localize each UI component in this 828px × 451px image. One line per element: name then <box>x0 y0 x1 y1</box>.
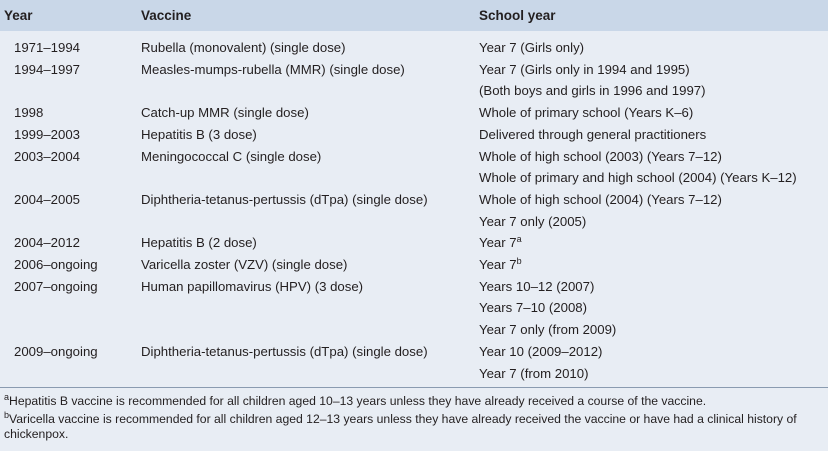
row-9-vaccine-text: Diphtheria-tetanus-pertussis (dTpa) (single dose) <box>141 343 428 359</box>
row-3-vaccine <box>141 127 257 143</box>
row-8-year-text: 2007–ongoing <box>14 278 98 294</box>
row-9-school-0 <box>479 344 602 360</box>
row-9-year <box>14 344 98 360</box>
footnote-a <box>4 394 824 409</box>
row-2-year-text: 1998 <box>14 105 44 121</box>
row-8-school-1 <box>479 300 587 316</box>
row-1-vaccine-text: Measles-mumps-rubella (MMR) (single dose) <box>141 61 405 77</box>
row-1-school-0 <box>479 62 690 78</box>
row-4-school-0 <box>479 149 722 165</box>
row-6-footnote-mark: a <box>516 234 522 245</box>
row-3-school-0 <box>479 127 706 143</box>
footnote-b-mark: b <box>4 410 10 420</box>
row-4-vaccine-text: Meningococcal C (single dose) <box>141 148 322 164</box>
row-2-school-0 <box>479 105 693 121</box>
row-9-school-1-text: Year 7 (from 2010) <box>479 365 589 381</box>
row-6-year <box>14 235 80 251</box>
footnote-b-text: Varicella vaccine is recommended for all children aged 12–13 years unless they have already received the vaccine or have had a clinical history of chickenpox. <box>4 412 797 441</box>
row-0-vaccine-text: Rubella (monovalent) (single dose) <box>141 40 346 55</box>
row-7-footnote-mark: b <box>516 256 522 266</box>
row-4-school-1 <box>479 170 797 186</box>
row-5-year <box>14 192 80 208</box>
row-7-school-0-text: Year 7 <box>479 257 517 272</box>
footnote-a-mark: a <box>4 392 10 402</box>
footnote-divider <box>0 387 828 388</box>
row-5-vaccine <box>141 192 428 208</box>
row-8-vaccine <box>141 279 363 295</box>
row-1-year-text: 1994–1997 <box>14 61 81 77</box>
row-5-school-1-text: Year 7 only (2005) <box>479 213 587 229</box>
row-1-school-1-text: (Both boys and girls in 1996 and 1997) <box>479 83 706 99</box>
row-0-vaccine <box>141 40 346 56</box>
row-9-year-text: 2009–ongoing <box>14 343 98 359</box>
row-3-school-0-text: Delivered through general practitioners <box>479 126 707 142</box>
row-3-year <box>14 127 80 143</box>
row-0-school-0-text: Year 7 (Girls only) <box>479 40 585 55</box>
row-3-vaccine-text: Hepatitis B (3 dose) <box>141 126 257 142</box>
row-4-vaccine <box>141 149 321 165</box>
row-5-vaccine-text: Diphtheria-tetanus-pertussis (dTpa) (single dose) <box>141 191 428 207</box>
row-1-vaccine <box>141 62 405 78</box>
row-8-school-2 <box>479 322 616 338</box>
row-8-school-2-text: Year 7 only (from 2009) <box>479 322 617 338</box>
row-2-vaccine <box>141 105 309 121</box>
row-7-school-0 <box>479 257 522 273</box>
row-1-school-1 <box>479 83 706 99</box>
row-7-year-text: 2006–ongoing <box>14 257 98 272</box>
header-vaccine: Vaccine <box>141 8 192 23</box>
row-5-year-text: 2004–2005 <box>14 191 81 207</box>
row-9-vaccine <box>141 344 428 360</box>
row-2-year <box>14 105 43 121</box>
row-6-school-0-text: Year 7 <box>479 235 517 251</box>
row-4-year-text: 2003–2004 <box>14 148 81 164</box>
row-6-year-text: 2004–2012 <box>14 235 81 251</box>
row-4-year <box>14 149 80 165</box>
row-7-vaccine-text: Varicella zoster (VZV) (single dose) <box>141 257 348 272</box>
row-6-vaccine <box>141 235 257 251</box>
row-5-school-0-text: Whole of high school (2004) (Years 7–12) <box>479 191 722 207</box>
row-6-vaccine-text: Hepatitis B (2 dose) <box>141 235 257 251</box>
row-0-year-text: 1971–1994 <box>14 40 81 55</box>
row-5-school-1 <box>479 214 586 230</box>
row-2-school-0-text: Whole of primary school (Years K–6) <box>479 105 694 121</box>
row-5-school-0 <box>479 192 722 208</box>
row-9-school-1 <box>479 366 588 382</box>
header-year: Year <box>4 8 33 23</box>
row-3-year-text: 1999–2003 <box>14 126 81 142</box>
row-7-year <box>14 257 98 273</box>
footnote-b <box>4 412 824 442</box>
row-8-year <box>14 279 98 295</box>
row-1-school-0-text: Year 7 (Girls only in 1994 and 1995) <box>479 61 690 77</box>
footnote-a-text: Hepatitis B vaccine is recommended for all children aged 10–13 years unless they have already received a course of the vaccine. <box>9 394 707 408</box>
row-8-school-0 <box>479 279 594 295</box>
row-6-school-0 <box>479 235 522 251</box>
row-8-school-1-text: Years 7–10 (2008) <box>479 300 588 316</box>
row-1-year <box>14 62 80 78</box>
row-4-school-0-text: Whole of high school (2003) (Years 7–12) <box>479 148 722 164</box>
row-8-school-0-text: Years 10–12 (2007) <box>479 278 595 294</box>
row-7-vaccine <box>141 257 347 273</box>
row-9-school-0-text: Year 10 (2009–2012) <box>479 343 603 359</box>
table-header <box>0 0 828 31</box>
row-0-school-0 <box>479 40 584 56</box>
row-2-vaccine-text: Catch-up MMR (single dose) <box>141 105 309 121</box>
row-8-vaccine-text: Human papillomavirus (HPV) (3 dose) <box>141 278 364 294</box>
row-0-year <box>14 40 80 56</box>
row-4-school-1-text: Whole of primary and high school (2004) (Years K–12) <box>479 170 797 186</box>
header-school-year: School year <box>479 8 556 23</box>
